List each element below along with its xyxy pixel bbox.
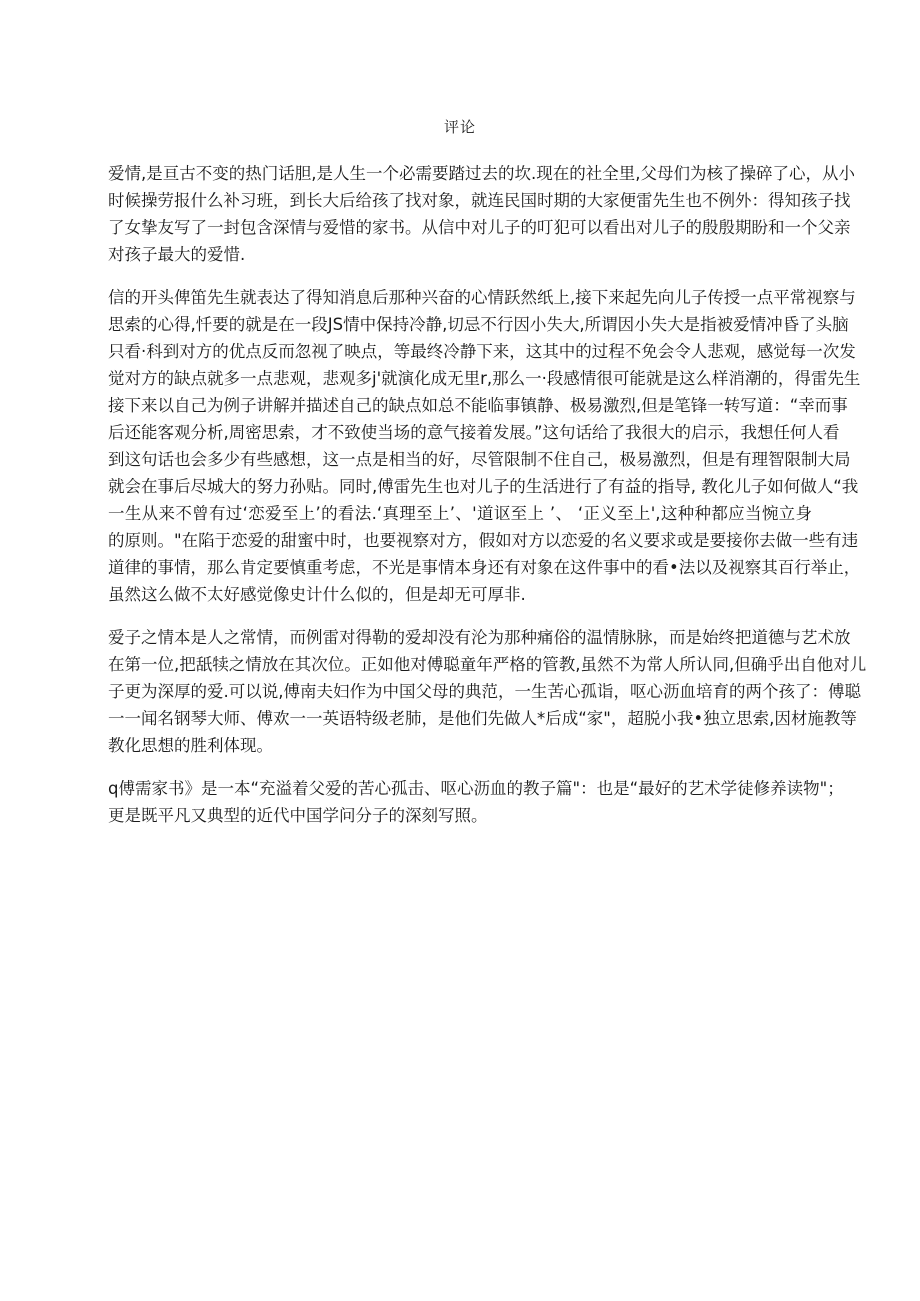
paragraph xyxy=(108,624,867,759)
text-line: 时候操劳报什么补习班，到长大后给孩了找对象，就连民国时期的大家便雷先生也不例外：得知孩子找 xyxy=(108,191,851,210)
text-line: 觉对方的缺点就多一点悲观，悲观多j'就演化成无里r,那么一·段感情很可能就是这么样消潮的，得雷先生 xyxy=(108,369,861,388)
paragraph xyxy=(108,775,844,829)
paragraph xyxy=(108,160,855,268)
text-line: 信的开头俾笛先生就表达了得知消息后那种兴奋的心情跃然纸上,接下来起先向儿子传授一点平常视察与 xyxy=(108,288,856,307)
text-line: 虽然这么做不太好感觉像史计什么似的，但是却无可厚非. xyxy=(108,585,526,604)
text-line: 只看·科到对方的优点反而忽视了映点，等最终冷静下来，这其中的过程不免会令人悲观，感觉每一次发 xyxy=(108,342,856,361)
text-line: 的原则。"在陷于恋爱的甜蜜中时，也要视察对方，假如对方以恋爱的名义要求或是要接你去做一些有违 xyxy=(108,531,859,550)
text-line: 道律的事情，那么肯定要慎重考虑，不光是事情本身还有对象在这件事中的看•法以及视察其百行举止， xyxy=(108,558,861,577)
document-title: 评论 xyxy=(443,118,476,136)
text-line: 了女挚友写了一封包含深情与爱惜的家书。从信中对儿子的叮犯可以看出对儿子的殷殷期盼和一个父亲 xyxy=(108,218,851,237)
paragraph xyxy=(108,284,861,608)
text-line: 爱子之情本是人之常情，而例雷对得勒的爱却没有沦为那种痛俗的温情脉脉，而是始终把道德与艺术放 xyxy=(108,628,851,647)
text-line: 在第一位,把舐犊之情放在其次位。正如他对傅聪童年严格的管教,虽然不为常人所认同,但确乎出自他对儿 xyxy=(108,655,867,674)
text-line: 一生从来不曾有过‘恋爱至上’的看法.‘真理至上’、'道讴至上 ’、 ‘正义至上',这种种都应当惋立身 xyxy=(108,504,812,523)
text-line: 子更为深厚的爱.可以说,傅南夫妇作为中国父母的典范，一生苦心孤诣，呕心沥血培育的两个孩了：傅聪 xyxy=(108,682,861,701)
text-line: 接下来以自己为例子讲解并描述自己的缺点如总不能临事镇静、极易激烈,但是笔锋一转写道：“幸而事 xyxy=(108,396,848,415)
text-line: 到这句话也会多少有些感想，这一点是相当的好，尽管限制不住自己，极易激烈，但是有理智限制大局 xyxy=(108,450,851,469)
text-line: 一一闻名钢琴大师、傅欢一一英语特级老肺，是他们先做人*后成“家"，超脱小我•独立思索,因材施教等 xyxy=(108,709,857,728)
text-line: 就会在事后尽城大的努力孙贴。同时,傅雷先生也对儿子的生活进行了有益的指导, 教化儿子如何做人“我 xyxy=(108,477,859,496)
text-line: q傅需家书》是一本“充溢着父爱的苦心孤击、呕心沥血的教子篇"：也是“最好的艺术学徒修养读物"； xyxy=(108,779,844,798)
document-body xyxy=(108,160,867,845)
text-line: 教化思想的胜利体现。 xyxy=(108,736,273,755)
text-line: 更是既平凡又典型的近代中国学问分子的深刻写照。 xyxy=(108,806,488,825)
text-line: 爱情,是亘古不变的热门话胆,是人生一个必需要踏过去的坎.现在的社全里,父母们为核了操碎了心，从小 xyxy=(108,164,855,183)
text-line: 后还能客观分析,周密思索，才不致使当场的意气接着发展。”这句话给了我很大的启示，我想任何人看 xyxy=(108,423,840,442)
text-line: 思索的心得,忏要的就是在一段JS情中保持冷静,切忌不行因小失大,所谓因小失大是指被爱情冲昏了头脑 xyxy=(108,315,849,334)
text-line: 对孩子最大的爱惜. xyxy=(108,245,246,264)
